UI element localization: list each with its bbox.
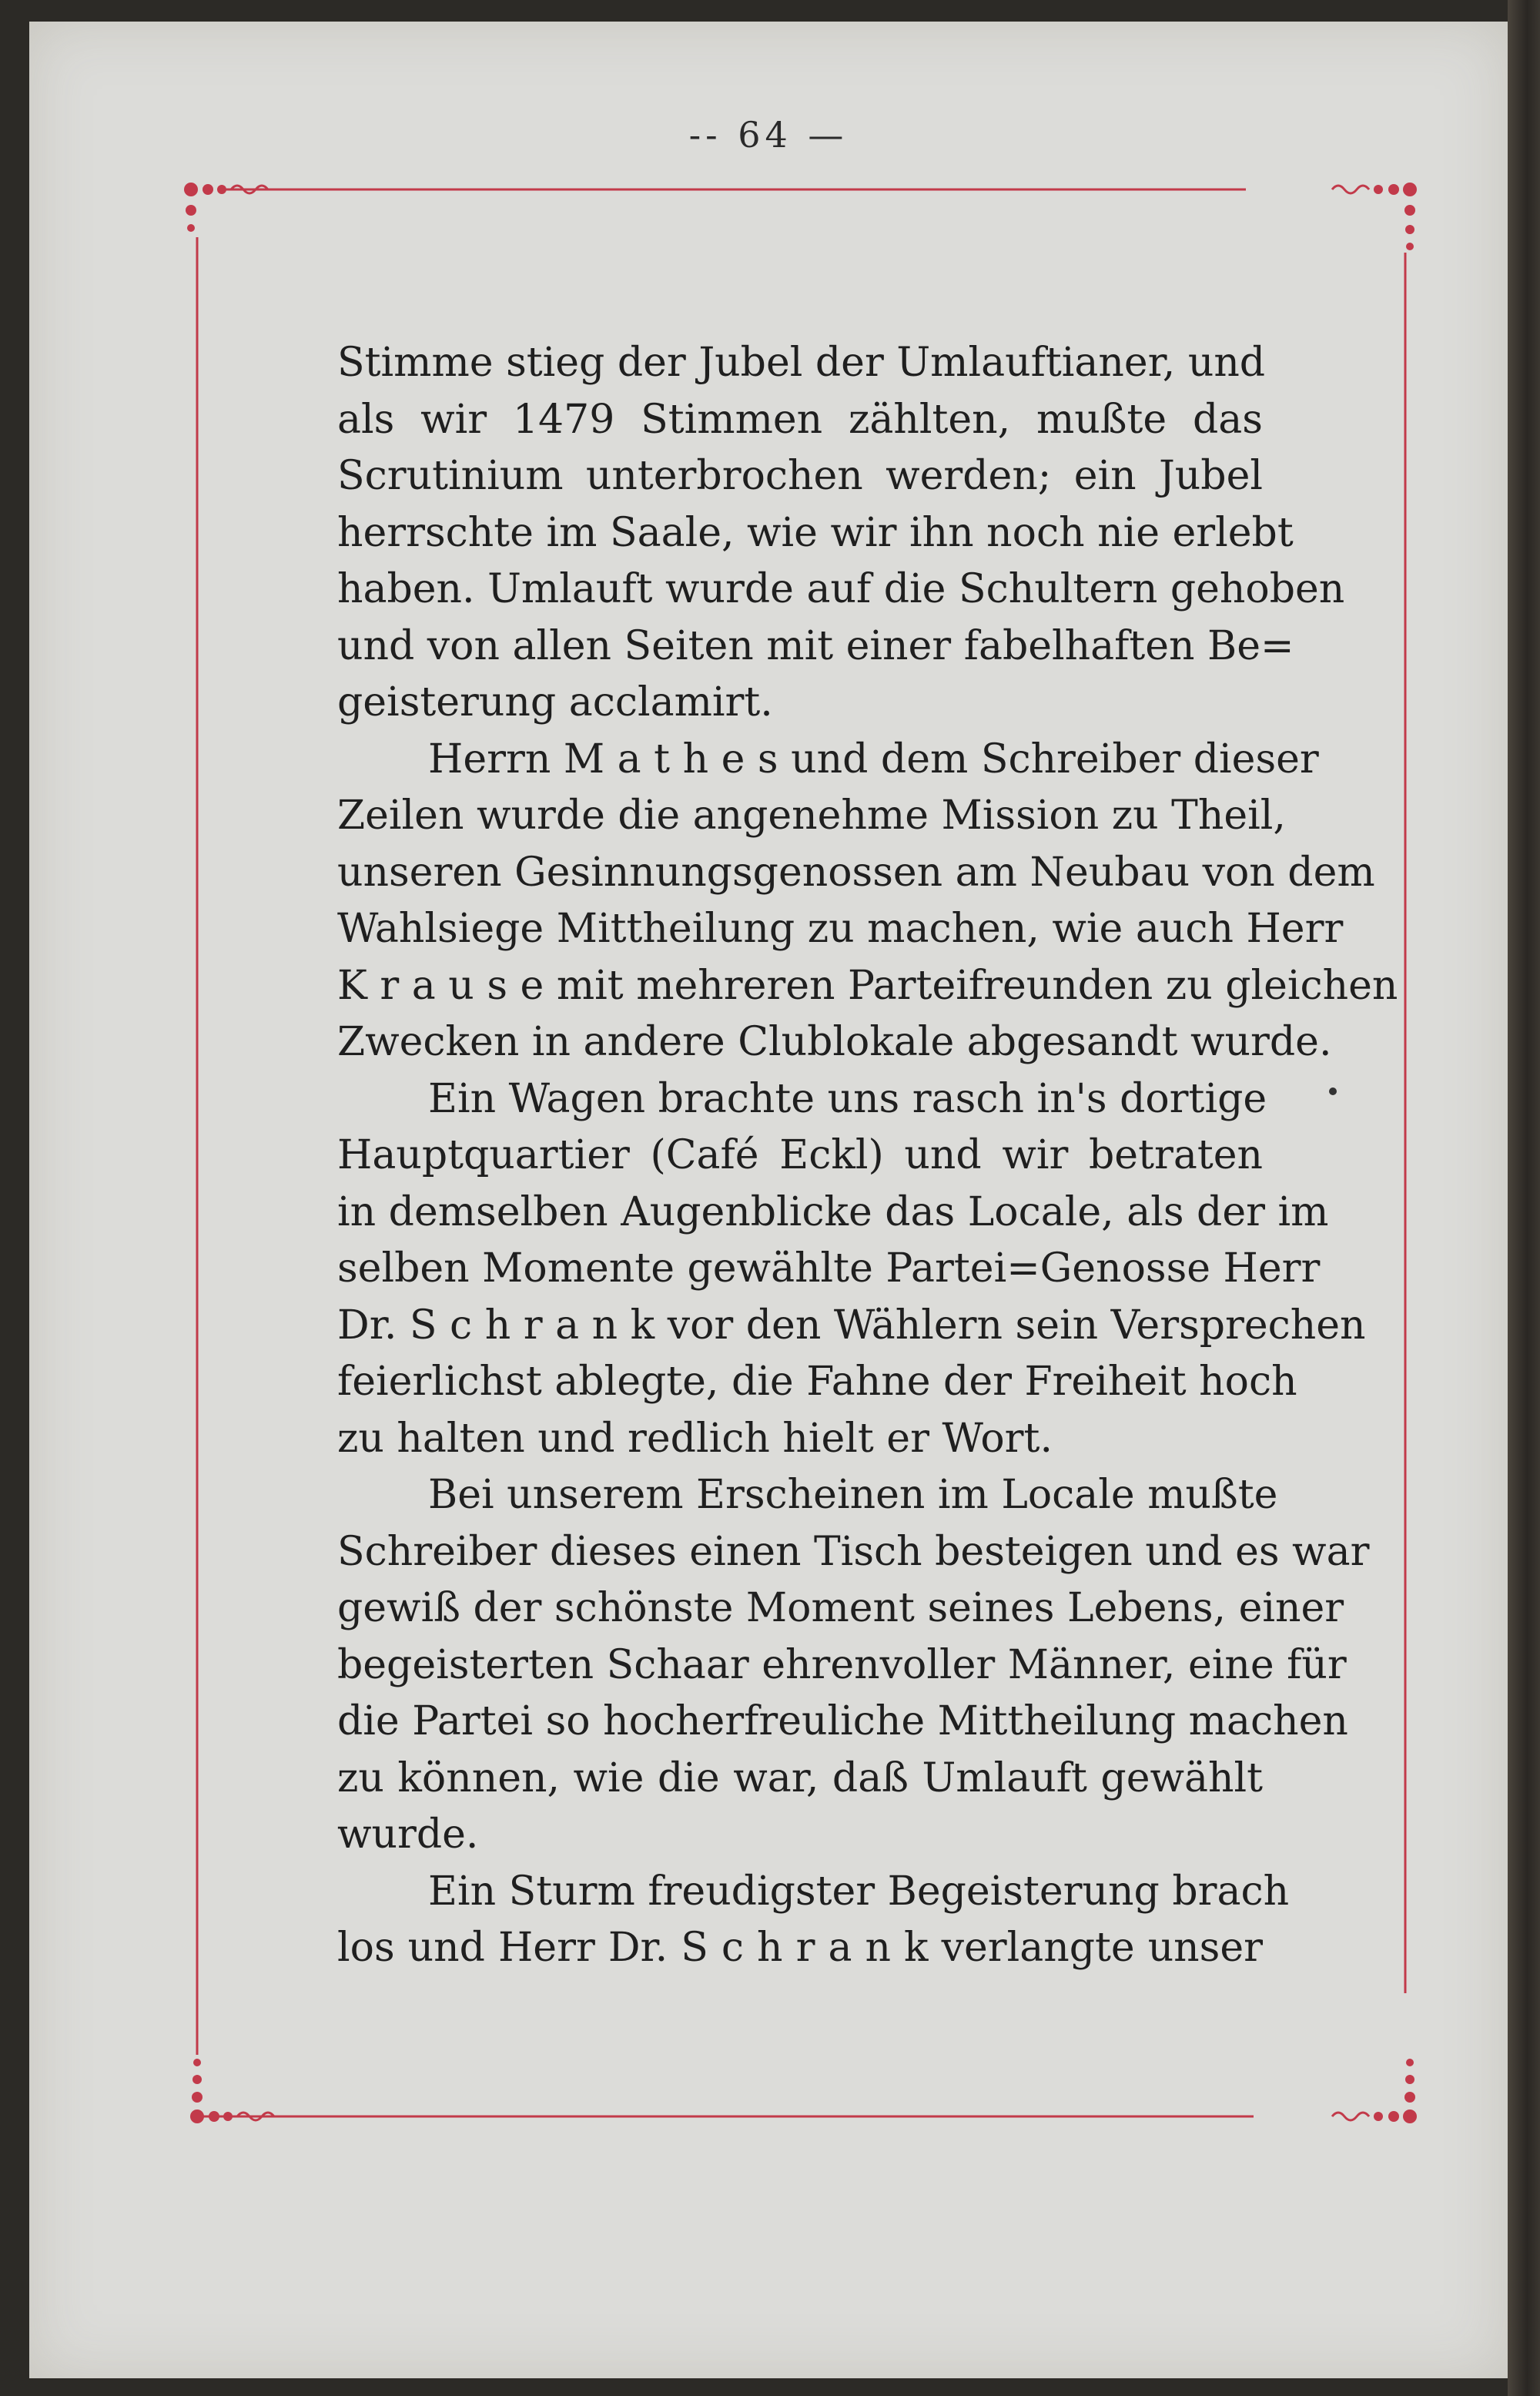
text-line: die Partei so hocherfreuliche Mittheilung machen [337, 1698, 1348, 1744]
book-spine [1508, 0, 1540, 2396]
text-line: zu halten und redlich hielt er Wort. [337, 1415, 1053, 1462]
book-page [29, 22, 1508, 2378]
text-line: feierlichst ablegte, die Fahne der Freiheit hoch [337, 1359, 1297, 1405]
text-line: in demselben Augenblicke das Locale, als der im [337, 1188, 1329, 1235]
text-line: Schreiber dieses einen Tisch besteigen und es war [337, 1528, 1370, 1575]
text-line: wurde. [337, 1811, 479, 1858]
ink-speck [1329, 1087, 1337, 1095]
text-line: Zeilen wurde die angenehme Mission zu Theil, [337, 793, 1286, 839]
body-text [337, 335, 1398, 1977]
text-line: gewiß der schönste Moment seines Lebens, einer [337, 1585, 1344, 1631]
text-line: haben. Umlauft wurde auf die Schultern gehoben [337, 566, 1345, 612]
corner-ornament-bottom-left [190, 2059, 274, 2123]
text-line: und von allen Seiten mit einer fabelhaften Be= [337, 622, 1294, 669]
text-line: zu können, wie die war, daß Umlauft gewählt [337, 1754, 1263, 1801]
text-line: Hauptquartier (Café Eckl) und wir betraten [337, 1132, 1263, 1178]
corner-ornament-bottom-right [1332, 2059, 1417, 2123]
corner-ornament-top-left [184, 183, 268, 232]
text-line: Bei unserem Erscheinen im Locale mußte [428, 1472, 1278, 1518]
text-line: Dr. S c h r a n k vor den Wählern sein Versprechen [337, 1302, 1366, 1349]
text-line: Scrutinium unterbrochen werden; ein Jubel [337, 453, 1263, 499]
text-line: herrschte im Saale, wie wir ihn noch nie erlebt [337, 509, 1294, 556]
page-number: -- 64 — [688, 114, 849, 156]
text-line: Herrn M a t h e s und dem Schreiber dieser [428, 736, 1319, 782]
text-line: Wahlsiege Mittheilung zu machen, wie auch Herr [337, 906, 1344, 952]
text-line: selben Momente gewählte Partei=Genosse Herr [337, 1245, 1321, 1292]
text-line: geisterung acclamirt. [337, 679, 773, 726]
text-line: begeisterten Schaar ehrenvoller Männer, eine für [337, 1641, 1347, 1688]
text-line: Stimme stieg der Jubel der Umlauftianer, und [337, 340, 1266, 386]
text-line: los und Herr Dr. S c h r a n k verlangte unser [337, 1925, 1263, 1971]
text-line: Ein Wagen brachte uns rasch in's dortige [428, 1075, 1267, 1122]
text-line: Zwecken in andere Clublokale abgesandt wurde. [337, 1019, 1332, 1065]
text-line: unseren Gesinnungsgenossen am Neubau von dem [337, 849, 1375, 896]
text-line: Ein Sturm freudigster Begeisterung brach [428, 1868, 1290, 1915]
text-line: K r a u s e mit mehreren Parteifreunden zu gleichen [337, 962, 1398, 1009]
corner-ornament-top-right [1332, 183, 1417, 250]
text-line: als wir 1479 Stimmen zählten, mußte das [337, 396, 1263, 443]
